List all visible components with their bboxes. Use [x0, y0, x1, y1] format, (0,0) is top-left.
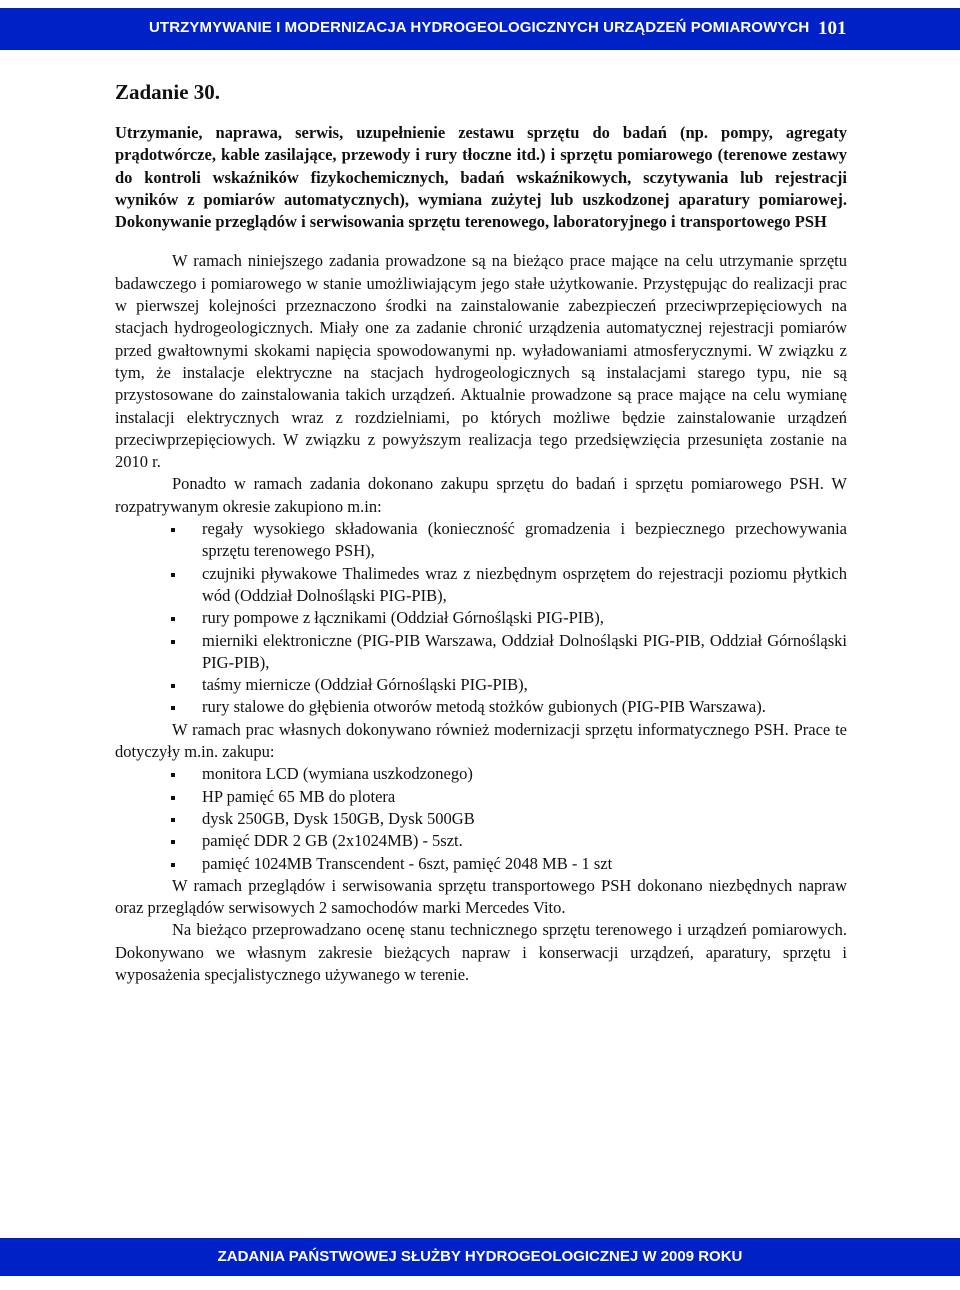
bullet-icon — [171, 840, 175, 844]
header-bar — [0, 8, 960, 50]
header-title: UTRZYMYWANIE I MODERNIZACJA HYDROGEOLOGICZNYCH URZĄDZEŃ POMIAROWYCH — [149, 19, 810, 36]
equipment-list — [115, 518, 847, 719]
it-purchase-list — [115, 763, 847, 874]
paragraph-1: W ramach niniejszego zadania prowadzone są na bieżąco prace mające na celu utrzymanie sprzętu badawczego i pomiarowego w stanie umożliwiającym jego stałe użytkowanie. Przystępując do realizacji prac w pierwszej kolejności przeznaczono środki na zainstalowanie zabezpieczeń przeciwprzepięciowych na stacjach hydrogeologicznych. Miały one za zadanie chronić urządzenia automatycznej rejestracji pomiarów przed gwałtownymi skokami napięcia spowodowanymi np. wyładowaniami atmosferycznymi. W związku z tym, że instalacje elektryczne na stacjach hydrogeologicznych są instalacjami starego typu, nie są przystosowane do zainstalowania takich urządzeń. Aktualnie prowadzone są prace mające na celu wymianę instalacji elektrycznych wraz z rozdzielniami, po których możliwe będzie zainstalowanie urządzeń przeciwprzepięciowych. W związku z powyższym realizacja tego przedsięwzięcia przesunięta zostanie na 2010 r. — [115, 251, 847, 472]
page-number: 101 — [818, 18, 847, 39]
list-item: taśmy miernicze (Oddział Górnośląski PIG-PIB), — [115, 674, 847, 696]
bullet-icon — [171, 796, 175, 800]
bullet-icon — [171, 640, 175, 644]
list-item: czujniki pływakowe Thalimedes wraz z niezbędnym osprzętem do rejestracji poziomu płytkich wód (Oddział Dolnośląski PIG-PIB), — [115, 563, 847, 608]
list-item: rury stalowe do głębienia otworów metodą stożków gubionych (PIG-PIB Warszawa). — [115, 696, 847, 718]
paragraph-4: W ramach przeglądów i serwisowania sprzętu transportowego PSH dokonano niezbędnych napraw oraz przeglądów serwisowych 2 samochodów marki Mercedes Vito. — [115, 875, 847, 918]
task-heading: Zadanie 30. — [115, 80, 221, 104]
bullet-icon — [171, 617, 175, 621]
list-item: HP pamięć 65 MB do plotera — [115, 786, 847, 808]
list-item: pamięć DDR 2 GB (2x1024MB) - 5szt. — [115, 830, 847, 852]
list-item: mierniki elektroniczne (PIG-PIB Warszawa, Oddział Dolnośląski PIG-PIB, Oddział Górnośląski PIG-PIB), — [115, 630, 847, 675]
list-item: monitora LCD (wymiana uszkodzonego) — [115, 763, 847, 785]
bullet-icon — [171, 706, 175, 710]
bullet-icon — [171, 573, 175, 577]
bullet-icon — [171, 528, 175, 532]
footer-title: ZADANIA PAŃSTWOWEJ SŁUŻBY HYDROGEOLOGICZNEJ W 2009 ROKU — [217, 1248, 743, 1265]
list-item: dysk 250GB, Dysk 150GB, Dysk 500GB — [115, 808, 847, 830]
task-lead: Utrzymanie, naprawa, serwis, uzupełnienie zestawu sprzętu do badań (np. pompy, agregaty prądotwórcze, kable zasilające, przewody i rury tłoczne itd.) i sprzętu pomiarowego (terenowe zestawy do kontroli wskaźników fizykochemicznych, badań wskaźnikowych, sczytywania lub rejestracji wyników z pomiarów automatycznych), wymiana zużytej lub uszkodzonej aparatury pomiarowej. Dokonywanie przeglądów i serwisowania sprzętu terenowego, laboratoryjnego i transportowego PSH — [115, 123, 847, 232]
list-item: rury pompowe z łącznikami (Oddział Górnośląski PIG-PIB), — [115, 607, 847, 629]
page-content — [115, 80, 847, 986]
list-item: pamięć 1024MB Transcendent - 6szt, pamięć 2048 MB - 1 szt — [115, 853, 847, 875]
bullet-icon — [171, 684, 175, 688]
paragraph-2: Ponadto w ramach zadania dokonano zakupu sprzętu do badań i sprzętu pomiarowego PSH. W rozpatrywanym okresie zakupiono m.in: — [115, 474, 847, 516]
paragraph-5: Na bieżąco przeprowadzano ocenę stanu technicznego sprzętu terenowego i urządzeń pomiarowych. Dokonywano we własnym zakresie bieżących napraw i konserwacji urządzeń, aparatury, sprzętu i wyposażenia specjalistycznego używanego w terenie. — [115, 920, 847, 984]
list-item: regały wysokiego składowania (konieczność gromadzenia i bezpiecznego przechowywania sprzętu terenowego PSH), — [115, 518, 847, 563]
paragraph-3: W ramach prac własnych dokonywano również modernizacji sprzętu informatycznego PSH. Prace te dotyczyły m.in. zakupu: — [115, 719, 847, 762]
bullet-icon — [171, 818, 175, 822]
bullet-icon — [171, 773, 175, 777]
footer-bar — [0, 1238, 960, 1276]
bullet-icon — [171, 863, 175, 867]
